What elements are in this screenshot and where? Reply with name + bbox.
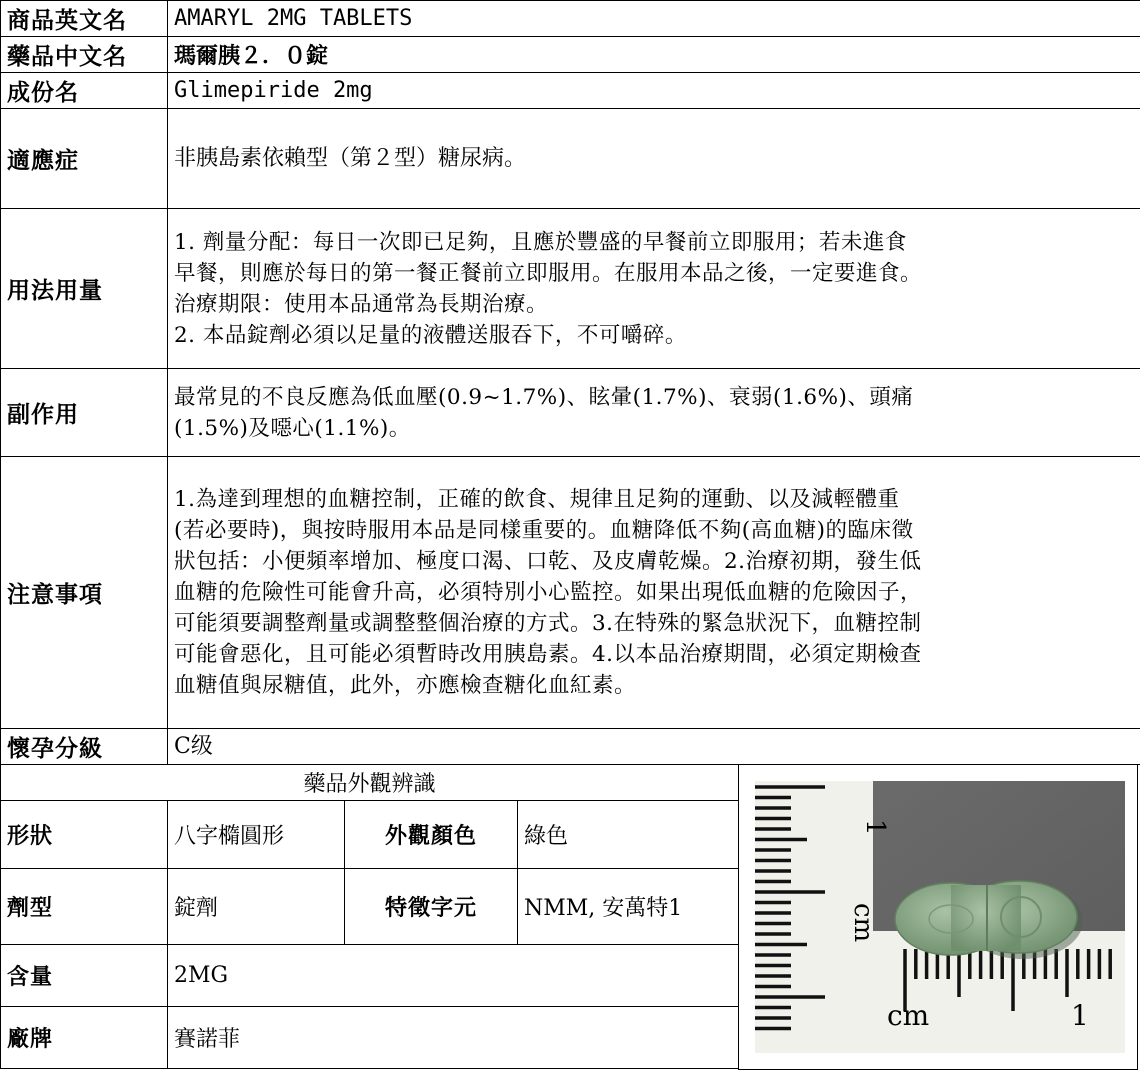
english-name-value: AMARYL 2MG TABLETS bbox=[168, 1, 1140, 37]
indication-label: 適應症 bbox=[1, 109, 168, 209]
row-form-marking bbox=[1, 869, 739, 945]
tablet-photo bbox=[755, 781, 1125, 1053]
chinese-name-label: 藥品中文名 bbox=[1, 37, 168, 73]
precautions-line: 可能須要調整劑量或調整整個治療的方式。3.在特殊的緊急狀況下，血糖控制 bbox=[174, 611, 922, 636]
strength-label: 含量 bbox=[1, 945, 168, 1007]
precautions-line: 可能會惡化，且可能必須暫時改用胰島素。4.以本品治療期間，必須定期檢查 bbox=[174, 642, 922, 667]
brand-value: 賽諾菲 bbox=[168, 1007, 739, 1069]
color-label: 外觀顏色 bbox=[345, 801, 518, 869]
english-name-label: 商品英文名 bbox=[1, 1, 168, 37]
side-effects-value bbox=[168, 369, 1140, 457]
pregnancy-label: 懷孕分級 bbox=[1, 729, 168, 765]
precautions-value bbox=[168, 457, 1140, 729]
row-side-effects bbox=[1, 369, 1140, 457]
horizontal-ruler-mark: 1 bbox=[1071, 999, 1089, 1032]
vertical-ruler-mark: 1 bbox=[860, 819, 890, 836]
row-pregnancy bbox=[1, 729, 1140, 765]
shape-value: 八字橢圓形 bbox=[168, 801, 345, 869]
strength-value: 2MG bbox=[168, 945, 739, 1007]
tablet bbox=[895, 881, 1083, 959]
appearance-table bbox=[0, 764, 739, 1069]
row-dosage bbox=[1, 209, 1140, 369]
side-effects-line: (1.5%)及噁心(1.1%)。 bbox=[174, 415, 411, 441]
row-brand bbox=[1, 1007, 739, 1069]
side-effects-label: 副作用 bbox=[1, 369, 168, 457]
dosage-line: 2. 本品錠劑必須以足量的液體送服吞下，不可嚼碎。 bbox=[174, 322, 687, 348]
dosage-line: 早餐，則應於每日的第一餐正餐前立即服用。在服用本品之後，一定要進食。 bbox=[174, 260, 923, 286]
row-precautions bbox=[1, 457, 1140, 729]
row-indication bbox=[1, 109, 1140, 209]
row-shape-color bbox=[1, 801, 739, 869]
row-english-name bbox=[1, 1, 1140, 37]
brand-label: 廠牌 bbox=[1, 1007, 168, 1069]
precautions-label: 注意事項 bbox=[1, 457, 168, 729]
tablet-photo-frame bbox=[738, 764, 1138, 1070]
precautions-line: (若必要時)，與按時服用本品是同樣重要的。血糖降低不夠(高血糖)的臨床徵 bbox=[174, 518, 914, 543]
precautions-line: 1.為達到理想的血糖控制，正確的飲食、規律且足夠的運動、以及減輕體重 bbox=[174, 487, 900, 512]
form-value: 錠劑 bbox=[168, 869, 345, 945]
pregnancy-value: C级 bbox=[168, 729, 1140, 765]
indication-value: 非胰島素依賴型（第２型）糖尿病。 bbox=[168, 109, 1140, 209]
appearance-header: 藥品外觀辨識 bbox=[1, 765, 739, 801]
precautions-line: 狀包括：小便頻率增加、極度口渴、口乾、及皮膚乾燥。2.治療初期，發生低 bbox=[174, 549, 922, 574]
color-value: 綠色 bbox=[518, 801, 739, 869]
shape-label: 形狀 bbox=[1, 801, 168, 869]
form-label: 劑型 bbox=[1, 869, 168, 945]
dosage-label: 用法用量 bbox=[1, 209, 168, 369]
marking-value: NMM, 安萬特1 bbox=[518, 869, 739, 945]
dosage-line: 1. 劑量分配：每日一次即已足夠，且應於豐盛的早餐前立即服用；若未進食 bbox=[174, 229, 907, 255]
dosage-line: 治療期限：使用本品通常為長期治療。 bbox=[174, 291, 549, 317]
precautions-line: 血糖值與尿糖值，此外，亦應檢查糖化血紅素。 bbox=[174, 673, 637, 698]
row-chinese-name bbox=[1, 37, 1140, 73]
side-effects-line: 最常見的不良反應為低血壓(0.9~1.7%)、眩暈(1.7%)、衰弱(1.6%)、頭痛 bbox=[174, 384, 914, 410]
marking-label: 特徵字元 bbox=[345, 869, 518, 945]
appearance-header-row bbox=[1, 765, 739, 801]
horizontal-ruler-unit: cm bbox=[887, 999, 930, 1032]
row-strength bbox=[1, 945, 739, 1007]
chinese-name-value: 瑪爾胰２．０錠 bbox=[168, 37, 1140, 73]
dosage-value bbox=[168, 209, 1140, 369]
vertical-ruler-unit: cm bbox=[848, 903, 878, 943]
precautions-line: 血糖的危險性可能會升高，必須特別小心監控。如果出現低血糖的危險因子， bbox=[174, 580, 923, 605]
ingredient-value: Glimepiride 2mg bbox=[168, 73, 1140, 109]
row-ingredient bbox=[1, 73, 1140, 109]
ingredient-label: 成份名 bbox=[1, 73, 168, 109]
